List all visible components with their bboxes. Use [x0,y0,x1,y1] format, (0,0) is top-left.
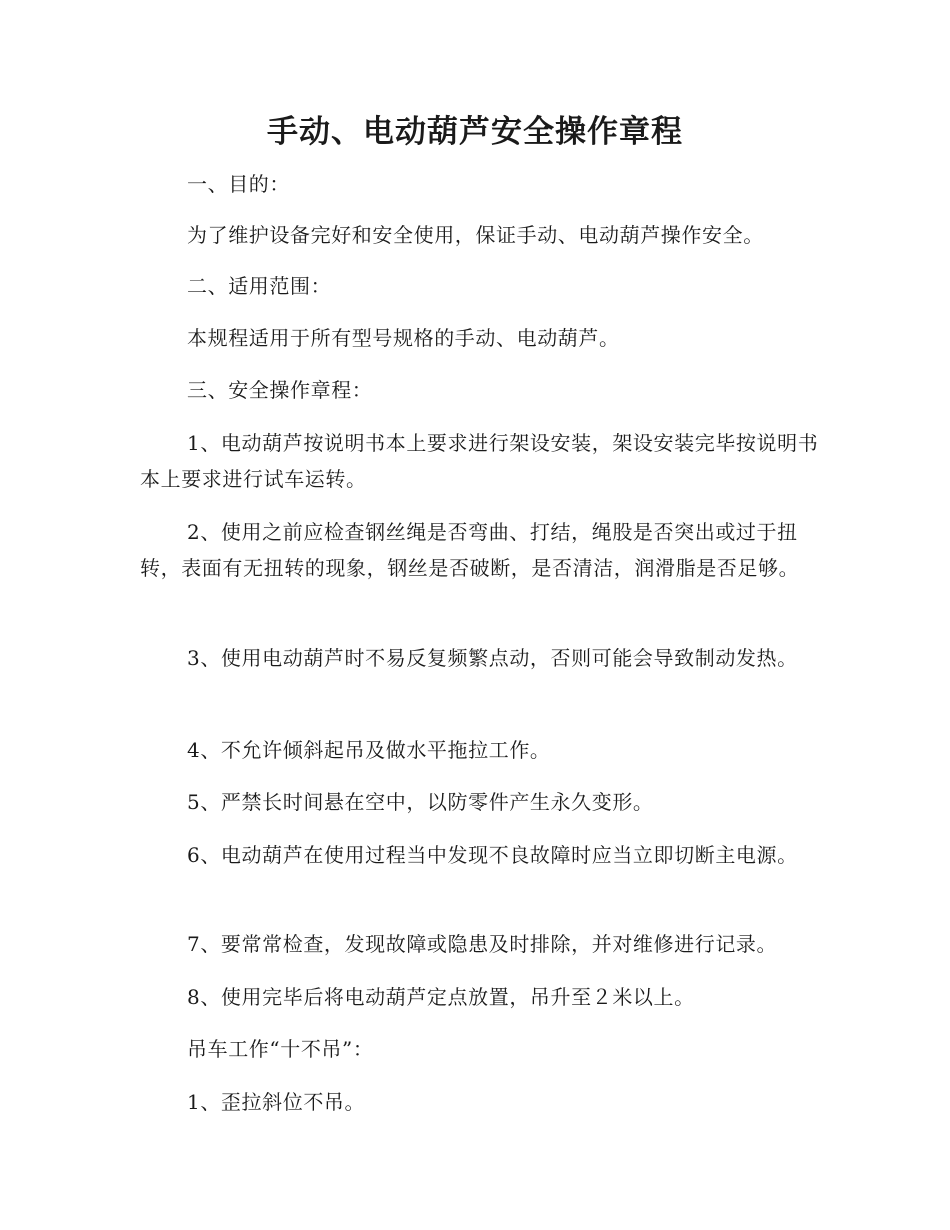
section-heading-rules: 三、安全操作章程： [187,378,373,402]
rule-item-8: 8、使用完毕后将电动葫芦定点放置，吊升至２米以上。 [187,985,695,1009]
rule-item-1: 1、电动葫芦按说明书本上要求进行架设安装，架设安装完毕按说明书本上要求进行试车运转。 [140,431,819,491]
rule-item-2: 2、使用之前应检查钢丝绳是否弯曲、打结，绳股是否突出或过于扭转，表面有无扭转的现象，钢丝是否破断，是否清洁，润滑脂是否足够。 [140,520,800,580]
section-heading-purpose: 一、目的： [187,172,290,196]
ten-no-lift-item-1: 1、歪拉斜位不吊。 [187,1090,366,1114]
rule-item-6: 6、电动葫芦在使用过程当中发现不良故障时应当立即切断主电源。 [187,843,798,867]
paragraph-scope: 本规程适用于所有型号规格的手动、电动葫芦。 [187,326,620,350]
rule-item-5: 5、严禁长时间悬在空中，以防零件产生永久变形。 [187,790,654,814]
rule-item-3: 3、使用电动葫芦时不易反复频繁点动，否则可能会导致制动发热。 [187,646,798,670]
rule-item-7: 7、要常常检查，发现故障或隐患及时排除，并对维修进行记录。 [187,932,778,956]
section-heading-scope: 二、适用范围： [187,274,332,298]
paragraph-purpose: 为了维护设备完好和安全使用，保证手动、电动葫芦操作安全。 [187,223,764,247]
rule-item-4: 4、不允许倾斜起吊及做水平拖拉工作。 [187,738,551,762]
section-heading-ten-no-lift: 吊车工作“十不吊”： [187,1037,374,1061]
document-title: 手动、电动葫芦安全操作章程 [267,114,683,150]
